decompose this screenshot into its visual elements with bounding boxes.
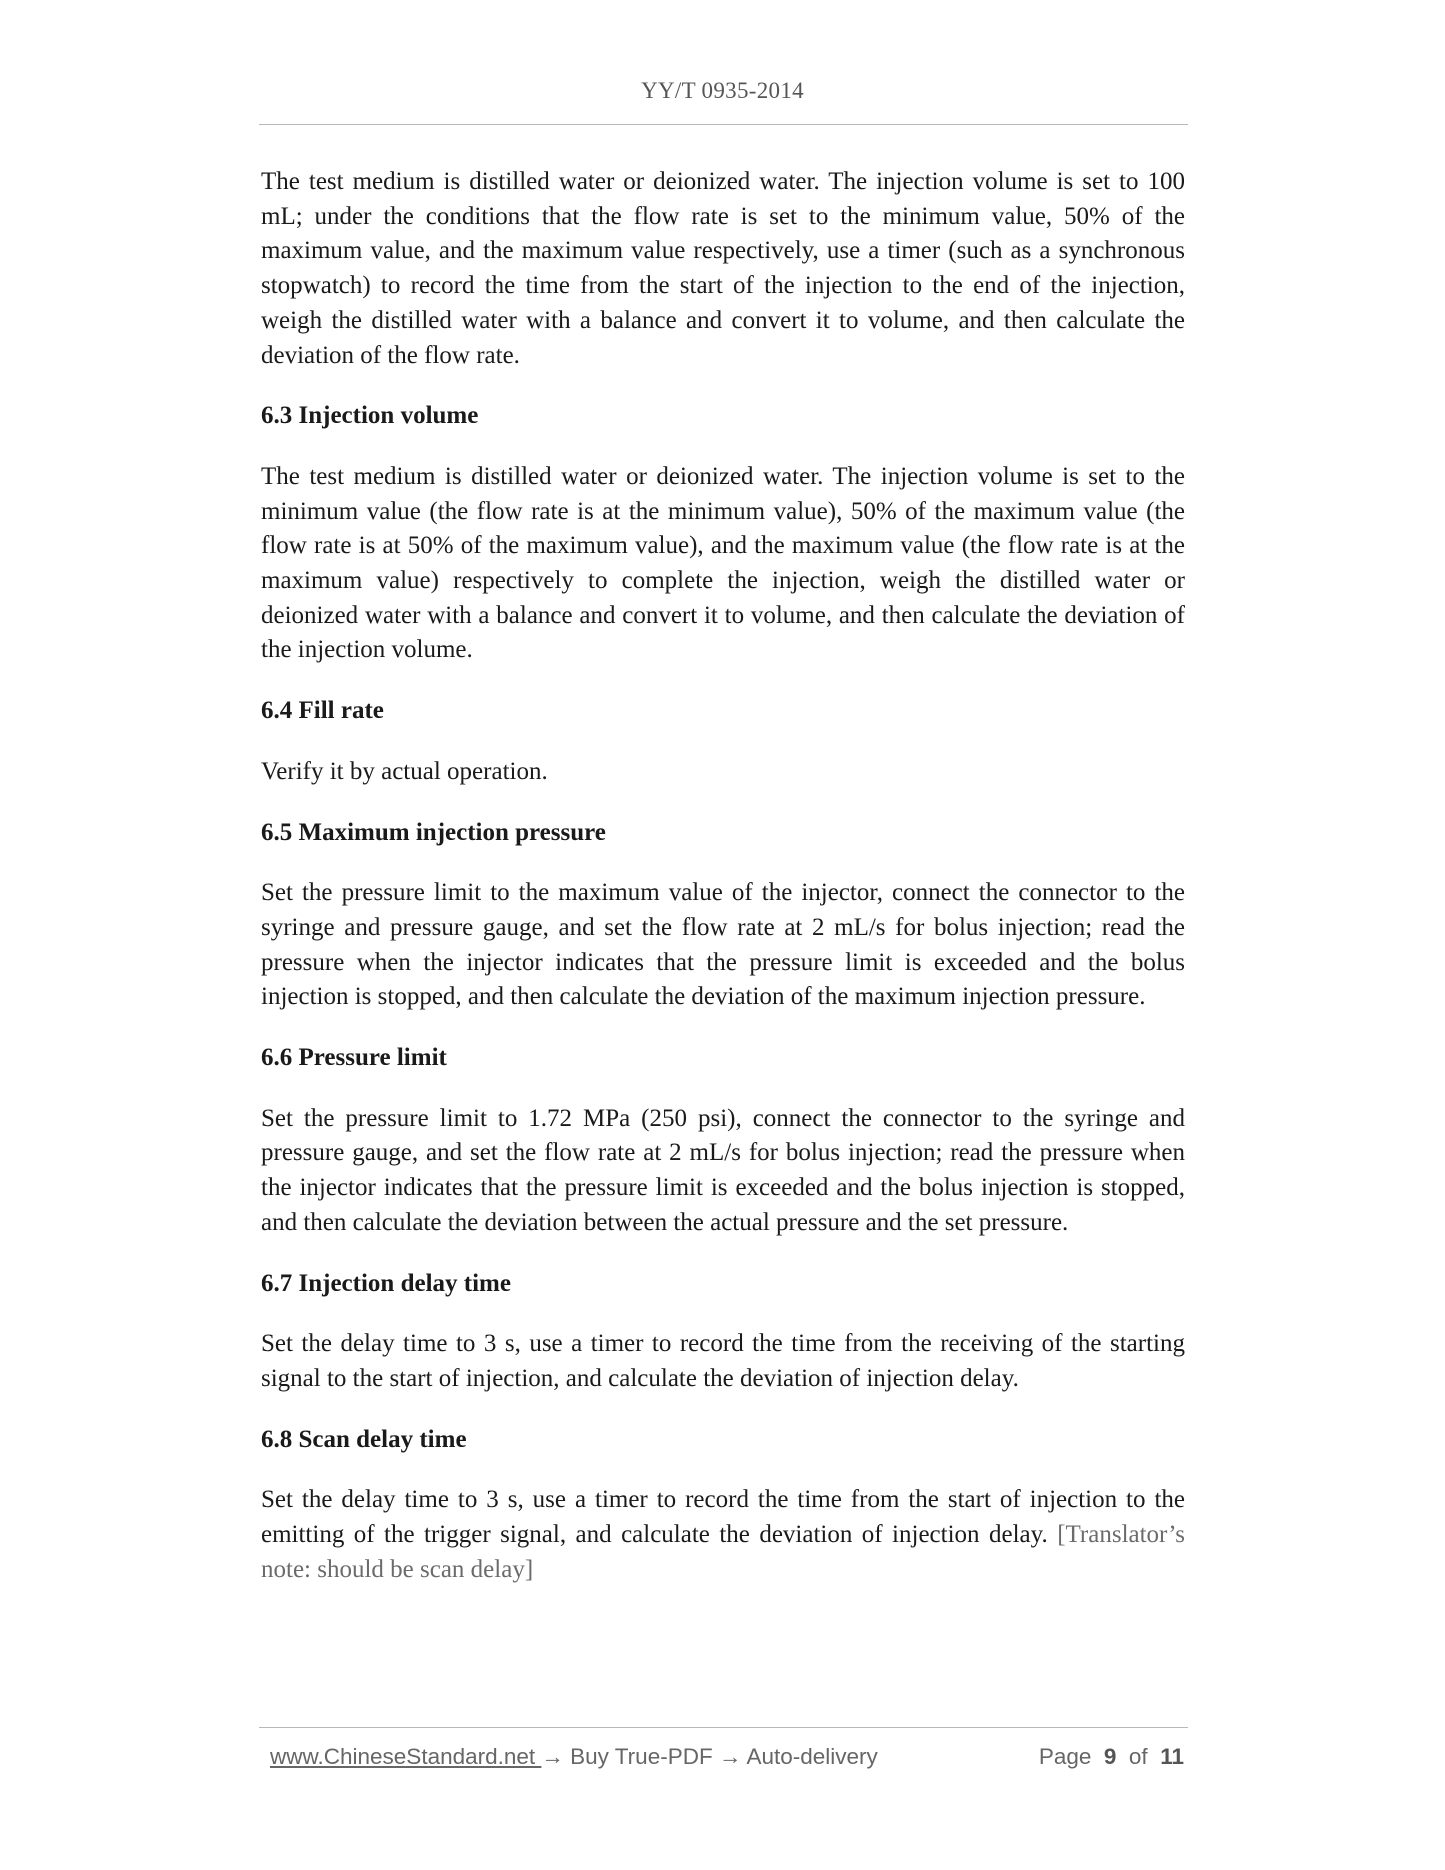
translator-note: [Translator’s note: should be scan delay] [261,1521,1185,1583]
header-divider [259,124,1188,125]
section-body-6-8-text: Set the delay time to 3 s, use a timer to record the time from the start of injection to the emitting of the trigger signal, and calculate the deviation of injection delay. [261,1486,1185,1549]
section-heading-6-4: 6.4 Fill rate [261,697,384,725]
section-heading-6-5: 6.5 Maximum injection pressure [261,818,606,846]
page-label: Page [1038,1744,1092,1769]
section-heading-6-7: 6.7 Injection delay time [261,1269,511,1297]
section-heading-6-6: 6.6 Pressure limit [261,1044,447,1072]
section-heading-6-3: 6.3 Injection volume [261,402,479,430]
section-body-6-4: Verify it by actual operation. [261,757,548,785]
page-footer [270,1744,1184,1770]
current-page-number: 9 [1103,1744,1117,1769]
section-body-6-7: Set the delay time to 3 s, use a timer to record the time from the receiving of the starting signal to the start of injection, and calculate the deviation of injection delay. [261,1330,1185,1392]
footer-divider [259,1727,1188,1728]
section-body-6-3: The test medium is distilled water or deionized water. The injection volume is set to the minimum value (the flow rate is at the minimum value), 50% of the maximum value (the flow rate is at 50% of the maximum value), and the maximum value (the flow rate is at the maximum value) respectively to complete the injection, weigh the distilled water or deionized water with a balance and convert it to volume, and then calculate the deviation of the injection volume. [261,462,1185,664]
footer-tagline: → Buy True-PDF → Auto-delivery [541,1744,878,1769]
document-id-header: YY/T 0935-2014 [641,78,804,103]
document-body [261,165,1185,1588]
total-page-count: 11 [1160,1744,1184,1769]
page-of-label: of [1128,1744,1148,1769]
section-body-6-6: Set the pressure limit to 1.72 MPa (250 psi), connect the connector to the syringe and pressure gauge, and set the flow rate at 2 mL/s for bolus injection; read the pressure when the injector indicates that the pressure limit is exceeded and the bolus injection is stopped, and then calculate the deviation between the actual pressure and the set pressure. [261,1104,1185,1236]
website-link[interactable]: www.ChineseStandard.net [270,1744,542,1769]
section-body-6-5: Set the pressure limit to the maximum value of the injector, connect the connector to the syringe and pressure gauge, and set the flow rate at 2 mL/s for bolus injection; read the pressure when the injector indicates that the pressure limit is exceeded and the bolus injection is stopped, and then calculate the deviation of the maximum injection pressure. [261,879,1185,1011]
section-body-6-8 [261,1483,1185,1587]
page-indicator [1039,1744,1184,1770]
section-heading-6-8: 6.8 Scan delay time [261,1425,467,1453]
intro-paragraph: The test medium is distilled water or deionized water. The injection volume is set to 100 mL; under the conditions that the flow rate is set to the minimum value, 50% of the maximum value, and the maximum value respectively, use a timer (such as a synchronous stopwatch) to record the time from the start of the injection to the end of the injection, weigh the distilled water with a balance and convert it to volume, and then calculate the deviation of the flow rate. [261,168,1185,369]
